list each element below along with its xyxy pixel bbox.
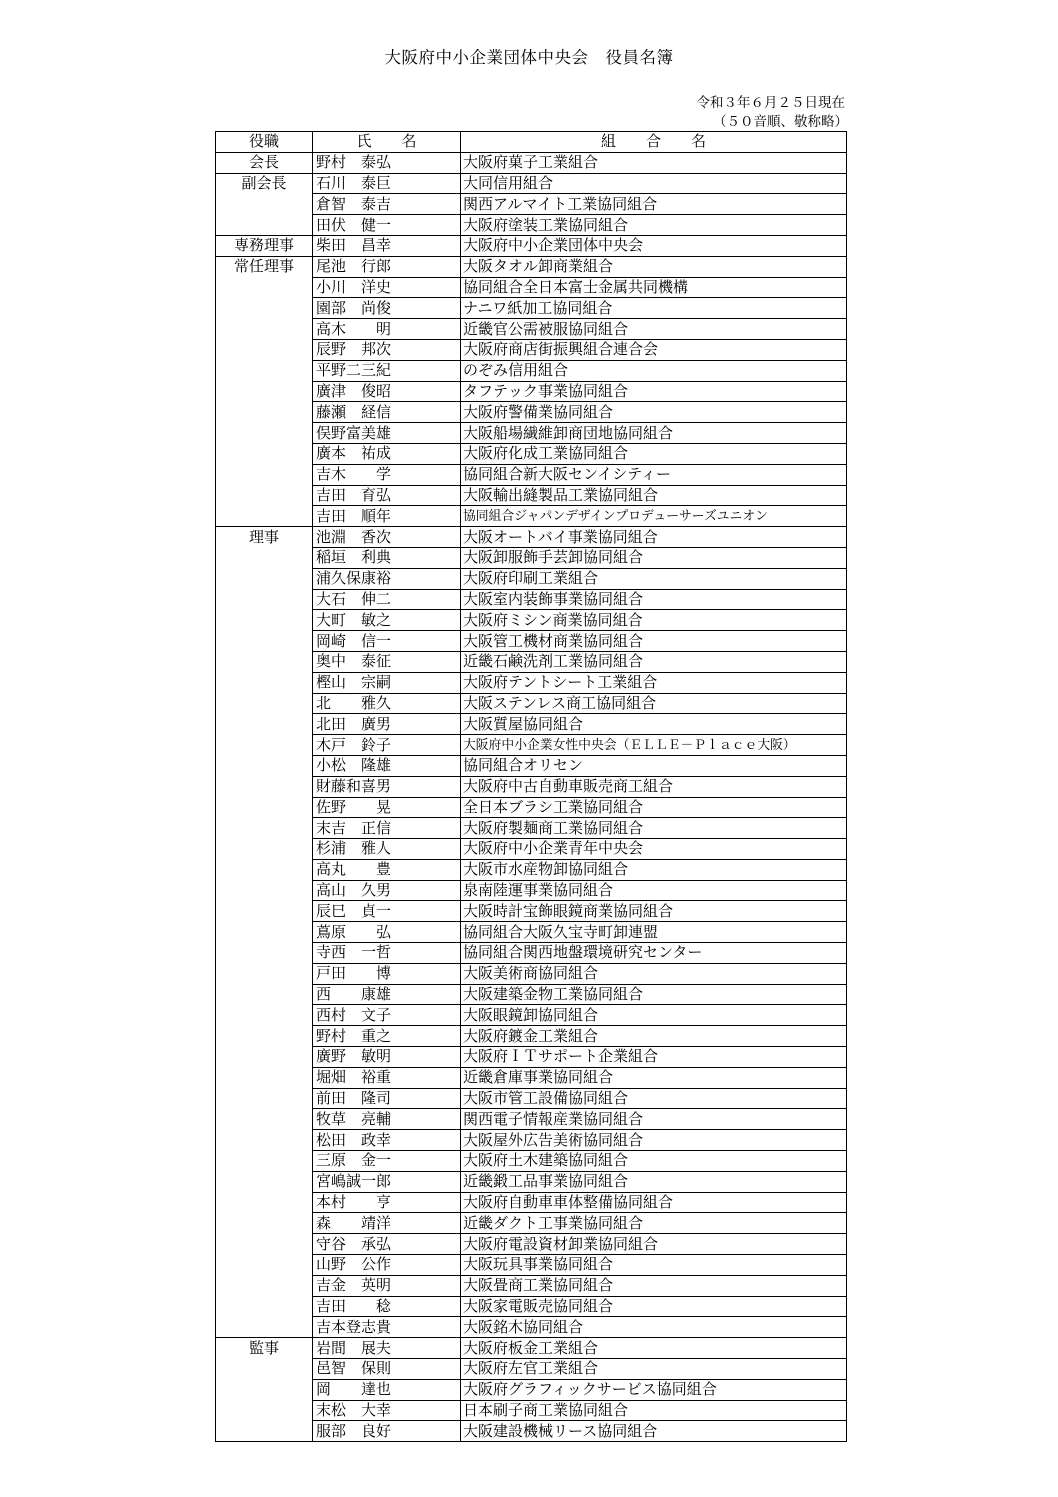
table-row xyxy=(216,1296,847,1317)
table-row xyxy=(216,339,847,360)
name-cell: 北 雅久 xyxy=(313,693,461,714)
organization-cell: 大阪府土木建築協同組合 xyxy=(461,1151,847,1172)
table-row xyxy=(216,839,847,860)
table-row xyxy=(216,443,847,464)
table-row xyxy=(216,1234,847,1255)
roster-body xyxy=(216,152,847,1441)
name-cell: 森 靖洋 xyxy=(313,1213,461,1234)
organization-cell: 大阪玩具事業協同組合 xyxy=(461,1255,847,1276)
name-cell: 松田 政幸 xyxy=(313,1130,461,1151)
table-row xyxy=(216,735,847,756)
organization-cell: 大阪船場繊維卸商団地協同組合 xyxy=(461,423,847,444)
role-cell xyxy=(216,1359,313,1380)
role-cell xyxy=(216,443,313,464)
table-header-row xyxy=(216,132,847,153)
role-cell xyxy=(216,818,313,839)
table-row xyxy=(216,298,847,319)
role-cell xyxy=(216,589,313,610)
organization-cell: 大阪屋外広告美術協同組合 xyxy=(461,1130,847,1151)
role-cell xyxy=(216,1171,313,1192)
role-cell xyxy=(216,360,313,381)
name-cell: 稲垣 利典 xyxy=(313,547,461,568)
table-row xyxy=(216,1192,847,1213)
table-row xyxy=(216,1421,847,1442)
table-row xyxy=(216,464,847,485)
role-cell xyxy=(216,651,313,672)
role-cell: 会長 xyxy=(216,152,313,173)
name-cell: 吉本登志貴 xyxy=(313,1317,461,1338)
table-row xyxy=(216,277,847,298)
table-row xyxy=(216,1317,847,1338)
table-row xyxy=(216,776,847,797)
role-cell xyxy=(216,859,313,880)
table-row xyxy=(216,527,847,548)
table-row xyxy=(216,963,847,984)
table-row xyxy=(216,173,847,194)
name-cell: 服部 良好 xyxy=(313,1421,461,1442)
role-cell xyxy=(216,277,313,298)
table-row xyxy=(216,797,847,818)
role-cell xyxy=(216,215,313,236)
table-row xyxy=(216,693,847,714)
role-cell xyxy=(216,901,313,922)
role-cell xyxy=(216,319,313,340)
name-cell: 田伏 健一 xyxy=(313,215,461,236)
name-cell: 蔦原 弘 xyxy=(313,922,461,943)
organization-cell: 大阪府左官工業組合 xyxy=(461,1359,847,1380)
organization-cell: 大阪眼鏡卸協同組合 xyxy=(461,1005,847,1026)
role-cell xyxy=(216,298,313,319)
name-cell: 戸田 博 xyxy=(313,963,461,984)
table-row xyxy=(216,1005,847,1026)
role-cell xyxy=(216,1109,313,1130)
organization-cell: 大阪府警備業協同組合 xyxy=(461,402,847,423)
organization-cell: 大阪府鍍金工業組合 xyxy=(461,1026,847,1047)
organization-cell: 大阪輸出縫製品工業協同組合 xyxy=(461,485,847,506)
organization-cell: 協同組合ジャパンデザインプロデューサーズユニオン xyxy=(461,506,847,527)
name-cell: 小松 隆雄 xyxy=(313,755,461,776)
role-cell xyxy=(216,1379,313,1400)
header-name: 氏 名 xyxy=(313,132,461,153)
table-row xyxy=(216,568,847,589)
organization-cell: 協同組合大阪久宝寺町卸連盟 xyxy=(461,922,847,943)
organization-cell: 大阪タオル卸商業組合 xyxy=(461,256,847,277)
organization-cell: 泉南陸運事業協同組合 xyxy=(461,880,847,901)
organization-cell: タフテック事業協同組合 xyxy=(461,381,847,402)
name-cell: 邑智 保則 xyxy=(313,1359,461,1380)
name-cell: 樫山 宗嗣 xyxy=(313,672,461,693)
role-cell xyxy=(216,1088,313,1109)
name-cell: 岡崎 信一 xyxy=(313,631,461,652)
table-row xyxy=(216,818,847,839)
name-cell: 佐野 晃 xyxy=(313,797,461,818)
name-cell: 藤瀬 経信 xyxy=(313,402,461,423)
name-cell: 吉田 育弘 xyxy=(313,485,461,506)
table-row xyxy=(216,319,847,340)
table-row xyxy=(216,651,847,672)
organization-cell: 大阪時計宝飾眼鏡商業協同組合 xyxy=(461,901,847,922)
role-cell: 専務理事 xyxy=(216,235,313,256)
organization-cell: 近畿倉庫事業協同組合 xyxy=(461,1067,847,1088)
table-row xyxy=(216,943,847,964)
header-role: 役職 xyxy=(216,132,313,153)
role-cell xyxy=(216,1317,313,1338)
name-cell: 高木 明 xyxy=(313,319,461,340)
role-cell xyxy=(216,1192,313,1213)
organization-cell: 大阪府製麺商工業協同組合 xyxy=(461,818,847,839)
table-row xyxy=(216,1359,847,1380)
organization-cell: 近畿石鹸洗剤工業協同組合 xyxy=(461,651,847,672)
organization-cell: 大阪府中小企業女性中央会（ＥＬＬＥ－Ｐｌａｃｅ大阪） xyxy=(461,735,847,756)
role-cell xyxy=(216,1296,313,1317)
table-row xyxy=(216,1109,847,1130)
organization-cell: 大阪府ミシン商業協同組合 xyxy=(461,610,847,631)
table-row xyxy=(216,880,847,901)
role-cell xyxy=(216,1151,313,1172)
table-row xyxy=(216,672,847,693)
role-cell xyxy=(216,672,313,693)
table-row xyxy=(216,547,847,568)
organization-cell: のぞみ信用組合 xyxy=(461,360,847,381)
role-cell xyxy=(216,755,313,776)
role-cell xyxy=(216,1130,313,1151)
name-cell: 堀畑 裕重 xyxy=(313,1067,461,1088)
table-row xyxy=(216,194,847,215)
organization-cell: 大阪建築金物工業協同組合 xyxy=(461,984,847,1005)
table-row xyxy=(216,1171,847,1192)
organization-cell: 関西電子情報産業協同組合 xyxy=(461,1109,847,1130)
sort-note: （５０音順、敬称略） xyxy=(713,114,848,130)
organization-cell: 大阪質屋協同組合 xyxy=(461,714,847,735)
name-cell: 西村 文子 xyxy=(313,1005,461,1026)
role-cell: 副会長 xyxy=(216,173,313,194)
organization-cell: 大同信用組合 xyxy=(461,173,847,194)
organization-cell: 協同組合全日本富士金属共同機構 xyxy=(461,277,847,298)
table-row xyxy=(216,1275,847,1296)
organization-cell: 大阪府自動車車体整備協同組合 xyxy=(461,1192,847,1213)
organization-cell: 大阪室内装飾事業協同組合 xyxy=(461,589,847,610)
name-cell: 西 康雄 xyxy=(313,984,461,1005)
role-cell xyxy=(216,506,313,527)
role-cell xyxy=(216,1255,313,1276)
document-title: 大阪府中小企業団体中央会 役員名簿 xyxy=(384,48,674,67)
name-cell: 末吉 正信 xyxy=(313,818,461,839)
officer-roster-table xyxy=(215,131,847,1442)
table-row xyxy=(216,859,847,880)
table-row xyxy=(216,714,847,735)
name-cell: 小川 洋史 xyxy=(313,277,461,298)
organization-cell: 大阪卸服飾手芸卸協同組合 xyxy=(461,547,847,568)
name-cell: 廣野 敏明 xyxy=(313,1047,461,1068)
role-cell xyxy=(216,1047,313,1068)
table-row xyxy=(216,215,847,236)
table-row xyxy=(216,1255,847,1276)
table-row xyxy=(216,755,847,776)
role-cell xyxy=(216,1213,313,1234)
organization-cell: ナニワ紙加工協同組合 xyxy=(461,298,847,319)
name-cell: 池淵 香次 xyxy=(313,527,461,548)
name-cell: 牧草 亮輔 xyxy=(313,1109,461,1130)
role-cell xyxy=(216,568,313,589)
role-cell xyxy=(216,839,313,860)
name-cell: 吉木 学 xyxy=(313,464,461,485)
name-cell: 大石 伸二 xyxy=(313,589,461,610)
role-cell xyxy=(216,1400,313,1421)
name-cell: 三原 金一 xyxy=(313,1151,461,1172)
organization-cell: 大阪府中小企業団体中央会 xyxy=(461,235,847,256)
name-cell: 大町 敏之 xyxy=(313,610,461,631)
name-cell: 高山 久男 xyxy=(313,880,461,901)
name-cell: 野村 重之 xyxy=(313,1026,461,1047)
role-cell: 監事 xyxy=(216,1338,313,1359)
name-cell: 吉金 英明 xyxy=(313,1275,461,1296)
organization-cell: 大阪府菓子工業組合 xyxy=(461,152,847,173)
role-cell xyxy=(216,631,313,652)
organization-cell: 日本刷子商工業協同組合 xyxy=(461,1400,847,1421)
role-cell xyxy=(216,339,313,360)
table-row xyxy=(216,1067,847,1088)
organization-cell: 大阪府塗装工業協同組合 xyxy=(461,215,847,236)
role-cell xyxy=(216,1234,313,1255)
role-cell xyxy=(216,423,313,444)
name-cell: 岩間 展夫 xyxy=(313,1338,461,1359)
role-cell xyxy=(216,485,313,506)
table-row xyxy=(216,1047,847,1068)
role-cell xyxy=(216,1421,313,1442)
name-cell: 吉田 稔 xyxy=(313,1296,461,1317)
table-row xyxy=(216,1151,847,1172)
table-row xyxy=(216,1130,847,1151)
table-row xyxy=(216,235,847,256)
table-row xyxy=(216,1088,847,1109)
role-cell: 常任理事 xyxy=(216,256,313,277)
role-cell xyxy=(216,547,313,568)
organization-cell: 大阪府板金工業組合 xyxy=(461,1338,847,1359)
as-of-date: 令和３年６月２５日現在 xyxy=(696,95,845,111)
name-cell: 木戸 鈴子 xyxy=(313,735,461,756)
name-cell: 末松 大幸 xyxy=(313,1400,461,1421)
table-row xyxy=(216,610,847,631)
table-row xyxy=(216,922,847,943)
organization-cell: 大阪オートバイ事業協同組合 xyxy=(461,527,847,548)
organization-cell: 大阪府ＩＴサポート企業組合 xyxy=(461,1047,847,1068)
organization-cell: 大阪市管工設備協同組合 xyxy=(461,1088,847,1109)
table-row xyxy=(216,1379,847,1400)
organization-cell: 関西アルマイト工業協同組合 xyxy=(461,194,847,215)
organization-cell: 近畿鍛工品事業協同組合 xyxy=(461,1171,847,1192)
name-cell: 吉田 順年 xyxy=(313,506,461,527)
table-row xyxy=(216,901,847,922)
role-cell xyxy=(216,735,313,756)
organization-cell: 大阪畳商工業協同組合 xyxy=(461,1275,847,1296)
name-cell: 本村 亨 xyxy=(313,1192,461,1213)
table-row xyxy=(216,256,847,277)
role-cell xyxy=(216,464,313,485)
organization-cell: 大阪管工機材商業協同組合 xyxy=(461,631,847,652)
name-cell: 寺西 一哲 xyxy=(313,943,461,964)
role-cell xyxy=(216,797,313,818)
role-cell xyxy=(216,922,313,943)
name-cell: 尾池 行郎 xyxy=(313,256,461,277)
role-cell xyxy=(216,194,313,215)
name-cell: 園部 尚俊 xyxy=(313,298,461,319)
table-row xyxy=(216,984,847,1005)
name-cell: 岡 達也 xyxy=(313,1379,461,1400)
name-cell: 柴田 昌幸 xyxy=(313,235,461,256)
organization-cell: 大阪府印刷工業組合 xyxy=(461,568,847,589)
organization-cell: 大阪建設機械リース協同組合 xyxy=(461,1421,847,1442)
role-cell xyxy=(216,1026,313,1047)
table-row xyxy=(216,152,847,173)
table-row xyxy=(216,1400,847,1421)
name-cell: 廣津 俊昭 xyxy=(313,381,461,402)
header-org: 組 合 名 xyxy=(461,132,847,153)
name-cell: 奥中 泰征 xyxy=(313,651,461,672)
role-cell xyxy=(216,610,313,631)
role-cell xyxy=(216,1275,313,1296)
table-row xyxy=(216,423,847,444)
name-cell: 廣本 祐成 xyxy=(313,443,461,464)
role-cell: 理事 xyxy=(216,527,313,548)
organization-cell: 大阪府中小企業青年中央会 xyxy=(461,839,847,860)
organization-cell: 大阪府商店街振興組合連合会 xyxy=(461,339,847,360)
role-cell xyxy=(216,1005,313,1026)
name-cell: 北田 廣男 xyxy=(313,714,461,735)
organization-cell: 大阪銘木協同組合 xyxy=(461,1317,847,1338)
name-cell: 石川 泰巨 xyxy=(313,173,461,194)
table-row xyxy=(216,485,847,506)
role-cell xyxy=(216,714,313,735)
role-cell xyxy=(216,943,313,964)
table-row xyxy=(216,1026,847,1047)
name-cell: 山野 公作 xyxy=(313,1255,461,1276)
role-cell xyxy=(216,402,313,423)
organization-cell: 大阪府化成工業協同組合 xyxy=(461,443,847,464)
role-cell xyxy=(216,1067,313,1088)
organization-cell: 大阪美術商協同組合 xyxy=(461,963,847,984)
name-cell: 浦久保康裕 xyxy=(313,568,461,589)
organization-cell: 大阪府テントシート工業組合 xyxy=(461,672,847,693)
organization-cell: 近畿ダクト工事業協同組合 xyxy=(461,1213,847,1234)
organization-cell: 大阪府グラフィックサービス協同組合 xyxy=(461,1379,847,1400)
organization-cell: 大阪家電販売協同組合 xyxy=(461,1296,847,1317)
organization-cell: 大阪市水産物卸協同組合 xyxy=(461,859,847,880)
name-cell: 野村 泰弘 xyxy=(313,152,461,173)
name-cell: 辰野 邦次 xyxy=(313,339,461,360)
organization-cell: 協同組合新大阪センイシティー xyxy=(461,464,847,485)
role-cell xyxy=(216,381,313,402)
table-row xyxy=(216,631,847,652)
role-cell xyxy=(216,880,313,901)
role-cell xyxy=(216,776,313,797)
role-cell xyxy=(216,693,313,714)
organization-cell: 大阪府電設資材卸業協同組合 xyxy=(461,1234,847,1255)
table-row xyxy=(216,360,847,381)
name-cell: 辰巳 貞一 xyxy=(313,901,461,922)
name-cell: 財藤和喜男 xyxy=(313,776,461,797)
table-row xyxy=(216,506,847,527)
table-row xyxy=(216,1338,847,1359)
role-cell xyxy=(216,963,313,984)
table-row xyxy=(216,381,847,402)
organization-cell: 協同組合オリセン xyxy=(461,755,847,776)
name-cell: 高丸 豊 xyxy=(313,859,461,880)
name-cell: 俣野富美雄 xyxy=(313,423,461,444)
table-row xyxy=(216,402,847,423)
role-cell xyxy=(216,984,313,1005)
organization-cell: 大阪ステンレス商工協同組合 xyxy=(461,693,847,714)
organization-cell: 全日本ブラシ工業協同組合 xyxy=(461,797,847,818)
organization-cell: 大阪府中古自動車販売商工組合 xyxy=(461,776,847,797)
name-cell: 守谷 承弘 xyxy=(313,1234,461,1255)
organization-cell: 協同組合関西地盤環境研究センター xyxy=(461,943,847,964)
name-cell: 前田 隆司 xyxy=(313,1088,461,1109)
name-cell: 杉浦 雅人 xyxy=(313,839,461,860)
table-row xyxy=(216,589,847,610)
name-cell: 宮嶋誠一郎 xyxy=(313,1171,461,1192)
name-cell: 平野二三紀 xyxy=(313,360,461,381)
organization-cell: 近畿官公需被服協同組合 xyxy=(461,319,847,340)
name-cell: 倉智 泰吉 xyxy=(313,194,461,215)
table-row xyxy=(216,1213,847,1234)
